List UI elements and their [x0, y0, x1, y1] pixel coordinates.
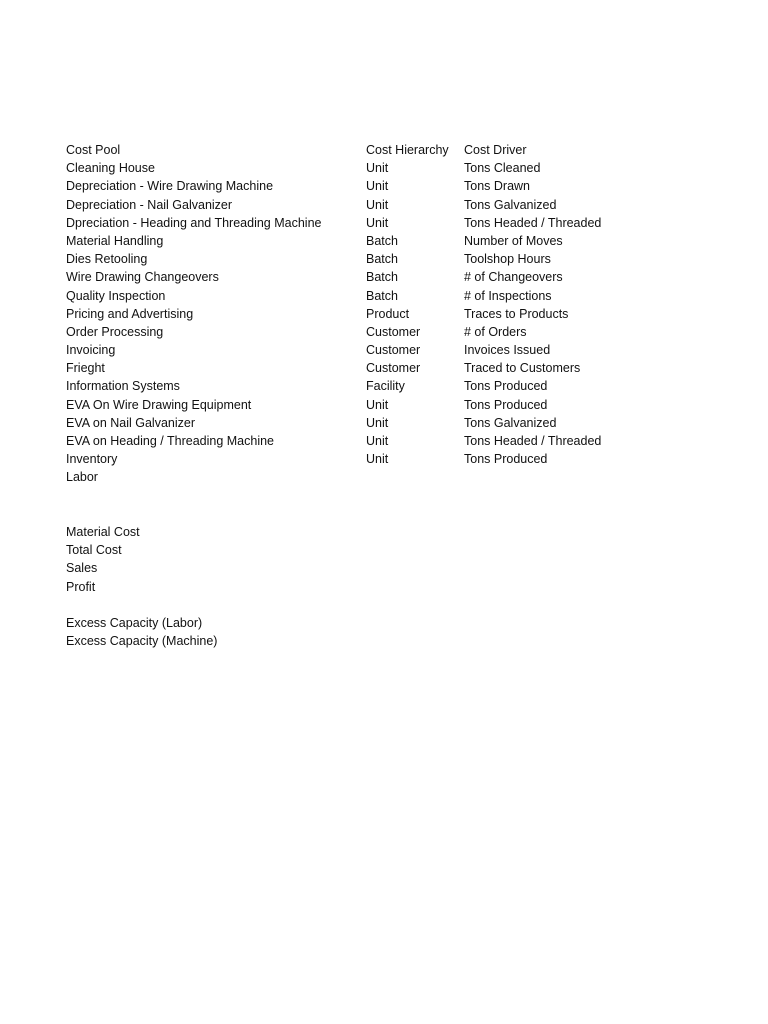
cost-pool-cell: Quality Inspection: [66, 288, 166, 303]
table-row: [66, 177, 746, 195]
cost-driver-cell: Traces to Products: [464, 306, 569, 321]
cost-pool-cell: Order Processing: [66, 324, 164, 339]
table-row: [66, 232, 746, 250]
table-row: [66, 341, 746, 359]
capacity-label: Excess Capacity (Machine): [66, 634, 218, 649]
summary-row: [66, 578, 746, 596]
cost-hierarchy-cell: Unit: [366, 452, 389, 467]
cost-pool-sheet: [66, 141, 746, 650]
summary-label: Material Cost: [66, 524, 140, 539]
table-row: [66, 432, 746, 450]
table-row: [66, 305, 746, 323]
table-row: [66, 159, 746, 177]
cost-pool-cell: EVA On Wire Drawing Equipment: [66, 397, 252, 412]
cost-driver-cell: Tons Produced: [464, 397, 548, 412]
cost-driver-cell: # of Orders: [464, 324, 527, 339]
header-cost-hierarchy: Cost Hierarchy: [366, 143, 449, 157]
cost-hierarchy-cell: Batch: [366, 252, 398, 267]
table-row: [66, 323, 746, 341]
cost-hierarchy-cell: Unit: [366, 434, 389, 448]
blank-row: [66, 505, 746, 523]
summary-label: Sales: [66, 561, 98, 576]
table-row: [66, 377, 746, 395]
header-cost-pool: Cost Pool: [66, 143, 121, 157]
table-row: [66, 396, 746, 414]
table-row: [66, 268, 746, 286]
table-row: [66, 450, 746, 468]
summary-label: Profit: [66, 579, 96, 594]
cost-pool-cell: Dpreciation - Heading and Threading Machine: [66, 215, 322, 230]
cost-pool-cell: EVA on Nail Galvanizer: [66, 415, 195, 430]
cost-pool-cell: EVA on Heading / Threading Machine: [66, 434, 275, 448]
summary-row: [66, 523, 746, 541]
blank-row: [66, 487, 746, 505]
header-cost-driver: Cost Driver: [464, 143, 527, 157]
capacity-row: [66, 632, 746, 650]
cost-driver-cell: Tons Galvanized: [464, 415, 557, 430]
table-row: [66, 214, 746, 232]
cost-hierarchy-cell: Unit: [366, 197, 389, 212]
cost-driver-cell: Invoices Issued: [464, 343, 551, 358]
cost-hierarchy-cell: [366, 468, 464, 486]
capacity-label: Excess Capacity (Labor): [66, 615, 203, 630]
cost-pool-cell: Material Handling: [66, 233, 164, 248]
cost-pool-cell: Pricing and Advertising: [66, 306, 194, 321]
cost-hierarchy-cell: Batch: [366, 288, 398, 303]
cost-pool-cell: Information Systems: [66, 379, 180, 394]
cost-pool-cell: Invoicing: [66, 343, 116, 358]
summary-row: [66, 541, 746, 559]
cost-driver-cell: Tons Headed / Threaded: [464, 215, 602, 230]
cost-hierarchy-cell: Batch: [366, 233, 398, 248]
cost-driver-cell: Tons Produced: [464, 452, 548, 467]
cost-hierarchy-cell: Customer: [366, 324, 421, 339]
cost-hierarchy-cell: Unit: [366, 215, 389, 230]
cost-pool-cell: Labor: [66, 470, 98, 485]
cost-hierarchy-cell: Product: [366, 306, 410, 321]
cost-pool-cell: Cleaning House: [66, 161, 155, 176]
table-row: [66, 196, 746, 214]
cost-hierarchy-cell: Unit: [366, 161, 389, 176]
cost-driver-cell: Tons Headed / Threaded: [464, 434, 602, 448]
cost-driver-cell: [464, 468, 664, 486]
cost-hierarchy-cell: Unit: [366, 415, 389, 430]
capacity-row: [66, 614, 746, 632]
summary-label: Total Cost: [66, 543, 122, 558]
cost-hierarchy-cell: Unit: [366, 179, 389, 194]
table-row: [66, 250, 746, 268]
cost-driver-cell: # of Changeovers: [464, 270, 563, 285]
cost-driver-cell: Tons Drawn: [464, 179, 530, 194]
cost-pool-cell: Wire Drawing Changeovers: [66, 270, 219, 285]
summary-row: [66, 559, 746, 577]
cost-hierarchy-cell: Batch: [366, 270, 398, 285]
cost-pool-cell: Depreciation - Wire Drawing Machine: [66, 179, 274, 194]
cost-driver-cell: # of Inspections: [464, 288, 552, 303]
cost-hierarchy-cell: Customer: [366, 343, 421, 358]
cost-hierarchy-cell: Facility: [366, 379, 405, 394]
cost-driver-cell: Toolshop Hours: [464, 252, 551, 267]
cost-pool-cell: Inventory: [66, 452, 118, 467]
cost-driver-cell: Tons Produced: [464, 379, 548, 394]
cost-driver-cell: Tons Cleaned: [464, 161, 541, 176]
cost-pool-cell: Depreciation - Nail Galvanizer: [66, 197, 233, 212]
cost-pool-cell: Frieght: [66, 361, 105, 376]
header-row: [66, 141, 746, 159]
cost-pool-cell: Dies Retooling: [66, 252, 148, 267]
table-row: [66, 287, 746, 305]
cost-driver-cell: Tons Galvanized: [464, 197, 557, 212]
cost-driver-cell: Traced to Customers: [464, 361, 581, 376]
cost-hierarchy-cell: Customer: [366, 361, 421, 376]
table-row: [66, 468, 746, 486]
cost-driver-cell: Number of Moves: [464, 233, 563, 248]
table-row: [66, 414, 746, 432]
cost-hierarchy-cell: Unit: [366, 397, 389, 412]
table-row: [66, 359, 746, 377]
blank-row: [66, 596, 746, 614]
